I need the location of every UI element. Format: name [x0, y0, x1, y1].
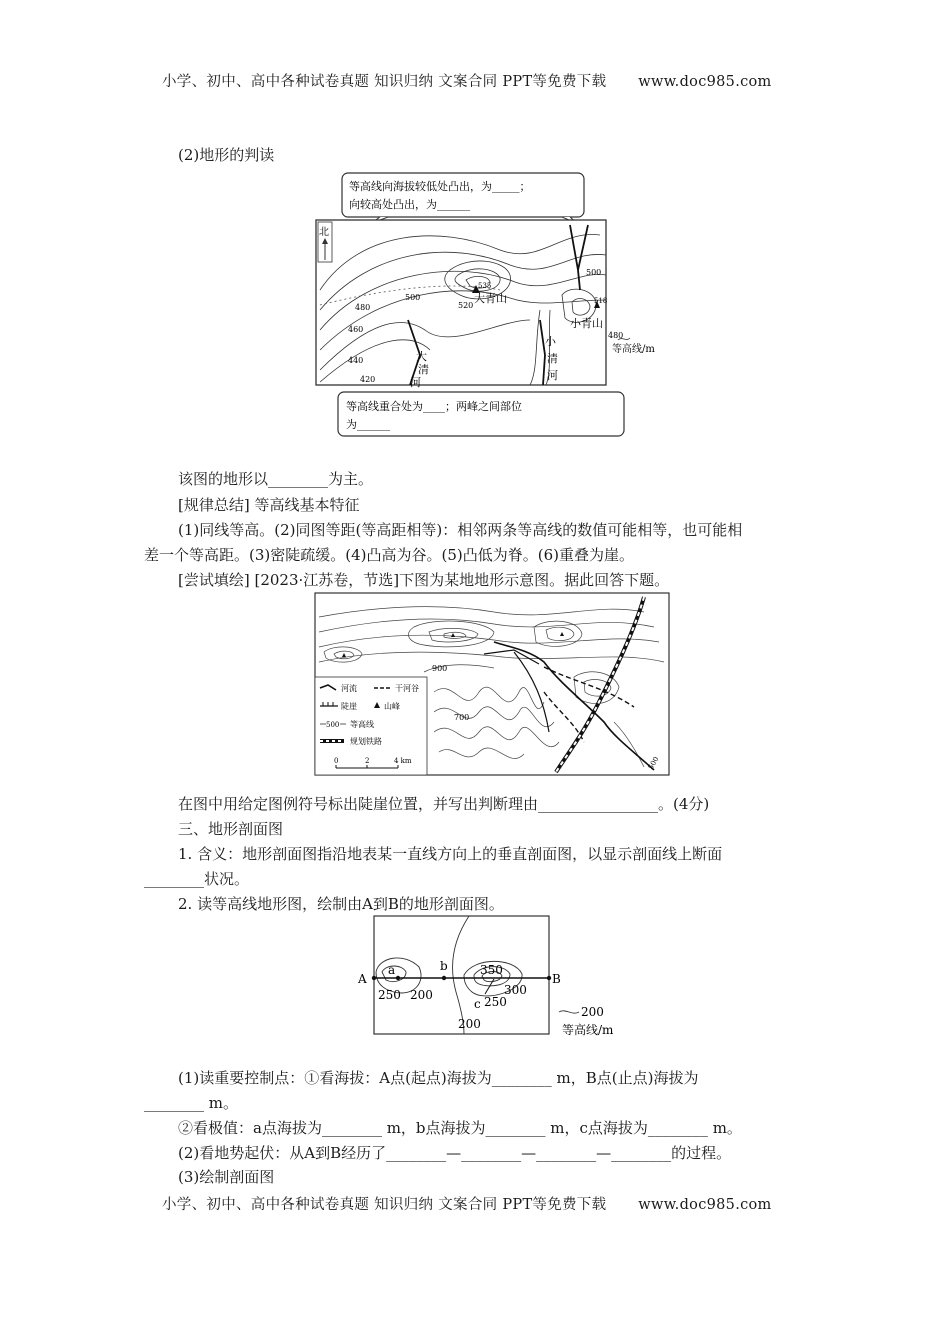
point-c: c: [474, 997, 481, 1011]
legend-contour: 等高线: [350, 720, 374, 729]
contour-700: 700: [454, 713, 470, 722]
legend-contour-label: 等高线/m: [612, 344, 655, 355]
river2-char1: 小: [545, 335, 556, 348]
contour-420: 420: [360, 375, 376, 384]
legend-contour-value: 480: [608, 331, 624, 340]
contour-440: 440: [348, 356, 364, 365]
def-line2: ________状况。: [144, 870, 250, 888]
rule-title: [规律总结] 等高线基本特征: [178, 496, 360, 514]
rule-line2: 差一个等高距。(3)密陡疏缓。(4)凸高为谷。(5)凸低为脊。(6)重叠为崖。: [144, 546, 634, 564]
legend-cliff: 陡崖: [341, 702, 357, 711]
river1-char3: 河: [410, 376, 421, 389]
contour-500: 500: [405, 293, 421, 302]
contour-520: 520: [458, 301, 474, 310]
legend-river: 河流: [341, 684, 357, 693]
profile-contour-figure: [354, 912, 654, 1044]
contour-460: 460: [348, 325, 364, 334]
contour-500: 500: [646, 755, 661, 771]
point-a-marker: [396, 976, 400, 980]
terrain-figure: [314, 592, 670, 776]
question-cliff: 在图中用给定图例符号标出陡崖位置，并写出判断理由________________。(4分): [178, 795, 710, 813]
def-line1: 1. 含义：地形剖面图指沿地表某一直线方向上的垂直剖面图，以显示剖面线上断面: [178, 845, 723, 863]
legend-dry: 干河谷: [395, 684, 419, 693]
legend-rail: 规划铁路: [350, 737, 382, 746]
river2-char2: 清: [547, 352, 558, 365]
footer-text: 小学、初中、高中各种试卷真题 知识归纳 文案合同 PPT等免费下载: [162, 1197, 607, 1213]
q3-line: (3)绘制剖面图: [178, 1168, 275, 1186]
contour-350: 350: [480, 963, 503, 977]
north-label: 北: [319, 227, 329, 238]
contour-500b: 500: [586, 268, 602, 277]
contour-300: 300: [504, 983, 527, 997]
page-header: [162, 70, 772, 91]
para-main-terrain: 该图的地形以________为主。: [178, 470, 374, 488]
q1-line2: ________ m。: [144, 1094, 238, 1112]
legend-contour-value: 200: [581, 1005, 604, 1019]
river2-char3: 河: [547, 369, 558, 382]
contour-480: 480: [355, 303, 371, 312]
scale-2: 2: [365, 757, 370, 765]
legend-contour-value: 500: [326, 721, 340, 729]
contour-900: 900: [432, 664, 448, 673]
point-A-marker: [372, 976, 376, 980]
scale-0: 0: [334, 757, 339, 765]
peak1-height: 535: [478, 282, 492, 290]
river1-char1: 大: [416, 350, 427, 363]
peak2-height: 518: [594, 297, 608, 305]
point-A: A: [358, 972, 367, 986]
section-2-title: (2)地形的判读: [178, 146, 275, 164]
legend-contour-label: 等高线/m: [562, 1023, 614, 1037]
q1-line1: (1)读重要控制点：①看海拔：A点(起点)海拔为________ m，B点(止点)海拔为: [178, 1069, 699, 1087]
footer-url[interactable]: www.doc985.com: [638, 1197, 772, 1213]
peak2-name: 小青山: [570, 317, 603, 330]
header-text: 小学、初中、高中各种试卷真题 知识归纳 文案合同 PPT等免费下载: [162, 74, 607, 90]
point-B: B: [552, 972, 561, 986]
rule-line1: (1)同线等高。(2)同图等距(等高距相等)：相邻两条等高线的数值可能相等，也可能相: [178, 521, 743, 539]
contour-200b: 200: [458, 1017, 481, 1031]
contour-200a: 200: [410, 988, 433, 1002]
contour-map-figure: [300, 170, 655, 440]
callout-bottom-line1: 等高线重合处为____；两峰之间部位: [346, 400, 522, 413]
try-title: [尝试填绘] [2023·江苏卷，节选]下图为某地地形示意图。据此回答下题。: [178, 571, 670, 589]
point-b: b: [440, 959, 448, 973]
callout-top-line1: 等高线向海拔较低处凸出，为_____；: [349, 180, 531, 193]
q2-line: (2)看地势起伏：从A到B经历了________—________—________—________的过程。: [178, 1144, 732, 1162]
legend-peak: 山峰: [384, 702, 400, 711]
peak1-name: 大青山: [474, 292, 507, 305]
point-B-marker: [547, 976, 551, 980]
header-url[interactable]: www.doc985.com: [638, 74, 772, 90]
river1-char2: 清: [418, 363, 429, 376]
point-b-marker: [442, 976, 446, 980]
section-3-title: 三、地形剖面图: [178, 820, 284, 838]
contour-250b: 250: [484, 995, 507, 1009]
contour-250a: 250: [378, 988, 401, 1002]
callout-top-line2: 向较高处凸出，为______: [349, 198, 470, 211]
point-a: a: [388, 963, 396, 977]
scale-4: 4 km: [394, 757, 412, 765]
q1-line3: ②看极值：a点海拔为________ m，b点海拔为________ m，c点海拔为________ m。: [178, 1119, 742, 1137]
callout-bottom-line2: 为______: [346, 418, 390, 431]
legend-contour-icon: [559, 1011, 579, 1013]
page-footer: [162, 1193, 772, 1214]
step2-title: 2. 读等高线地形图，绘制由A到B的地形剖面图。: [178, 895, 504, 913]
